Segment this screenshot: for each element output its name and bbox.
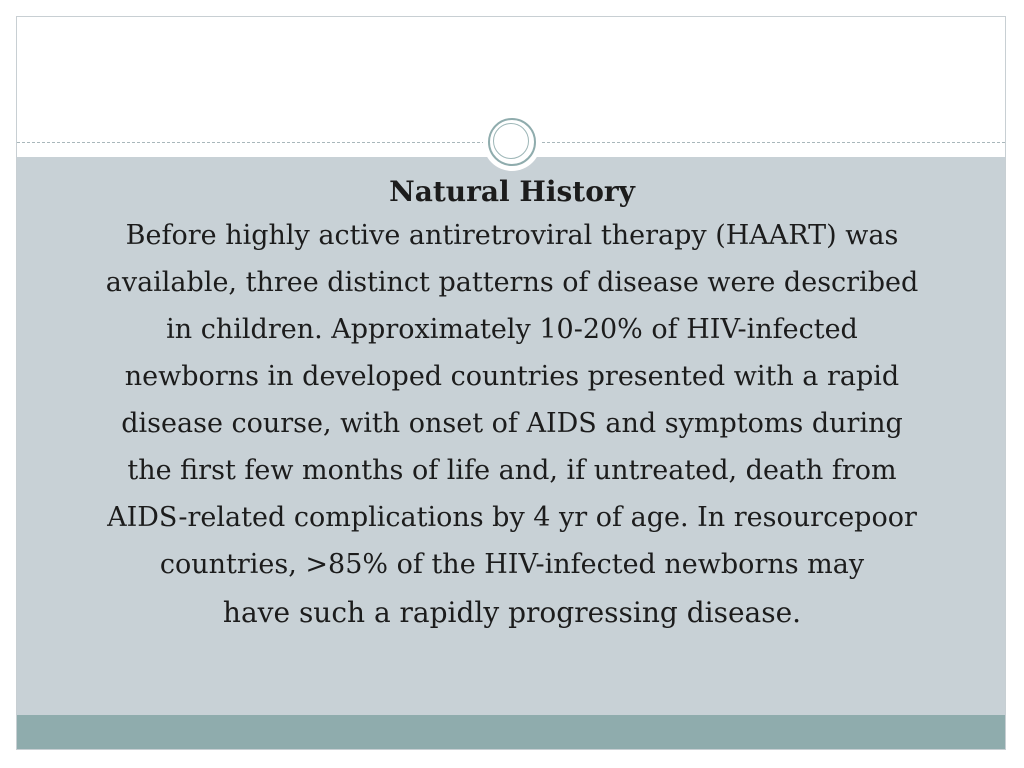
- body-line-1: Before highly active antiretroviral therapy (HAART) was: [125, 220, 899, 251]
- body-line-9: have such a rapidly progressing disease.: [222, 596, 802, 629]
- body-line-5: disease course, with onset of AIDS and symptoms during: [121, 408, 903, 439]
- slide-title: Natural History: [389, 175, 635, 208]
- circle-ornament-inner: [493, 123, 529, 159]
- slide: [16, 16, 1006, 750]
- slide-content: [37, 172, 987, 638]
- body-line-8: countries, >85% of the HIV-infected newborns may: [159, 549, 865, 580]
- body-line-3: in children. Approximately 10-20% of HIV-infected: [166, 314, 858, 345]
- body-line-4: newborns in developed countries presented with a rapid: [124, 361, 900, 392]
- footer-bar: [17, 715, 1005, 749]
- body-line-7: AIDS-related complications by 4 yr of age. In resourcepoor: [107, 502, 917, 533]
- body-line-6: the first few months of life and, if untreated, death from: [127, 455, 897, 486]
- body-line-2: available, three distinct patterns of disease were described: [105, 267, 919, 298]
